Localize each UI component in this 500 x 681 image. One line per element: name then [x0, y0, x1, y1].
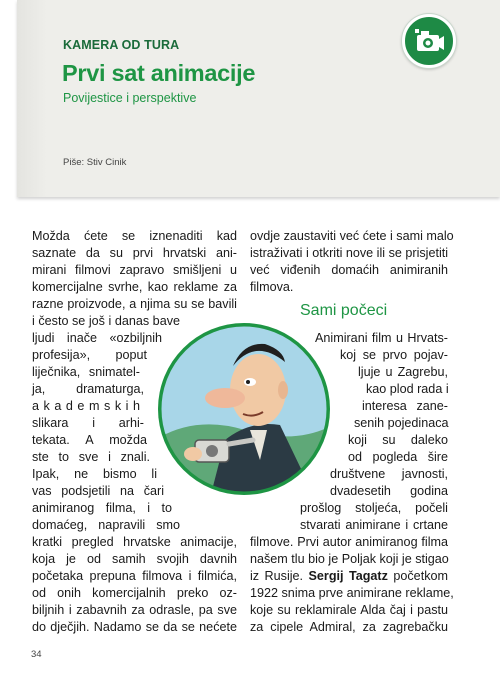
left-column-line: ste to sve i znali. [32, 450, 150, 464]
left-column-line: koja je od samih svojih davnih [32, 552, 237, 566]
article-subtitle: Povijestice i perspektive [63, 91, 197, 105]
right-section-line: našem tlu bio je Poljak koji je stigao [250, 552, 449, 566]
left-column-line: vas podsjetili na čari [32, 484, 164, 498]
left-column-line: Ipak, ne bismo li [32, 467, 157, 481]
right-section-line: stvarati animirane i crtane [300, 518, 448, 532]
left-column-line: mirani filmovi zapravo smišljeni u [32, 263, 237, 277]
left-column-line: profesija», poput [32, 348, 147, 362]
right-section-line: koje su reklamirale Alda čaj i pastu [250, 603, 448, 617]
right-section-line: Animirani film u Hrvats- [315, 331, 448, 345]
left-column-line: komercijalne svrhe, kao reklame za [32, 280, 237, 294]
left-column-line: saznate da su prvi hrvatski ani- [32, 246, 237, 260]
camera-icon [405, 17, 453, 65]
right-section-line: iz Rusije. Sergij Tagatz početkom [250, 569, 448, 583]
right-section-line: kao plod rada i [366, 382, 449, 396]
right-intro-line: već viđenih domaćih animiranih [250, 263, 448, 277]
cartoon-man-with-camera-illustration [155, 320, 333, 498]
left-column-line: liječnika, snimatel- [32, 365, 140, 379]
right-section-line: senih pojedinaca [354, 416, 449, 430]
left-column-line: do dječjih. Nadamo se da se nećete [32, 620, 237, 634]
left-column-line: Možda ćete se iznenaditi kad [32, 229, 237, 243]
right-section-line: od pogleda šire [348, 450, 448, 464]
right-section-line: dvadesetih godina [330, 484, 448, 498]
right-section-line: prošlog stoljeća, počeli [300, 501, 448, 515]
left-column-line: biljnih i zabavnih za odrasle, pa sve [32, 603, 237, 617]
right-intro-line: istraživati i otkriti nove ili se prisjetiti [250, 246, 449, 260]
left-column-line: početaka prepuna filmova i filmića, [32, 569, 237, 583]
page-number: 34 [31, 649, 42, 660]
emphasized-name: Sergij Tagatz [308, 569, 388, 583]
left-column-line: slikara i arhi- [32, 416, 144, 430]
right-section-line: interesa zane- [362, 399, 448, 413]
left-column-line: animiranog filma, i to [32, 501, 172, 515]
article-title: Prvi sat animacije [62, 60, 256, 86]
byline: Piše: Stiv Cinik [63, 157, 127, 168]
right-section-line: koj se prvo pojav- [340, 348, 448, 362]
section-badge [402, 14, 456, 68]
left-column-line: a k a d e m s k i h [32, 399, 140, 413]
right-intro-line: ovdje zaustaviti već ćete i sami malo [250, 229, 454, 243]
article-header [17, 0, 500, 197]
right-section-line: ljuje u Zagrebu, [358, 365, 448, 379]
left-column-line: domaćeg, napravili smo [32, 518, 180, 532]
left-column-line: tekata. A možda [32, 433, 147, 447]
left-column-line: i često se još i danas bave [32, 314, 180, 328]
right-intro-line: filmova. [250, 280, 294, 294]
section-heading: Sami počeci [300, 302, 388, 319]
series-label: KAMERA OD TURA [63, 38, 180, 52]
left-column-line: ja, dramaturga, [32, 382, 144, 396]
left-column-line: ljudi inače «ozbiljnih [32, 331, 162, 345]
right-section-line: koji su daleko [348, 433, 448, 447]
left-column-line: razne proizvode, a njima su se bavili [32, 297, 237, 311]
right-section-line: društvene javnosti, [330, 467, 448, 481]
right-section-line: za cipele Admiral, za zagrebačku [250, 620, 448, 634]
right-section-line: filmove. Prvi autor animiranog filma [250, 535, 448, 549]
right-section-line: 1922 snima prve animirane reklame, [250, 586, 454, 600]
left-column-line: od onih komercijalnih preko oz- [32, 586, 237, 600]
left-column-line: kratki pregled hrvatske animacije, [32, 535, 237, 549]
